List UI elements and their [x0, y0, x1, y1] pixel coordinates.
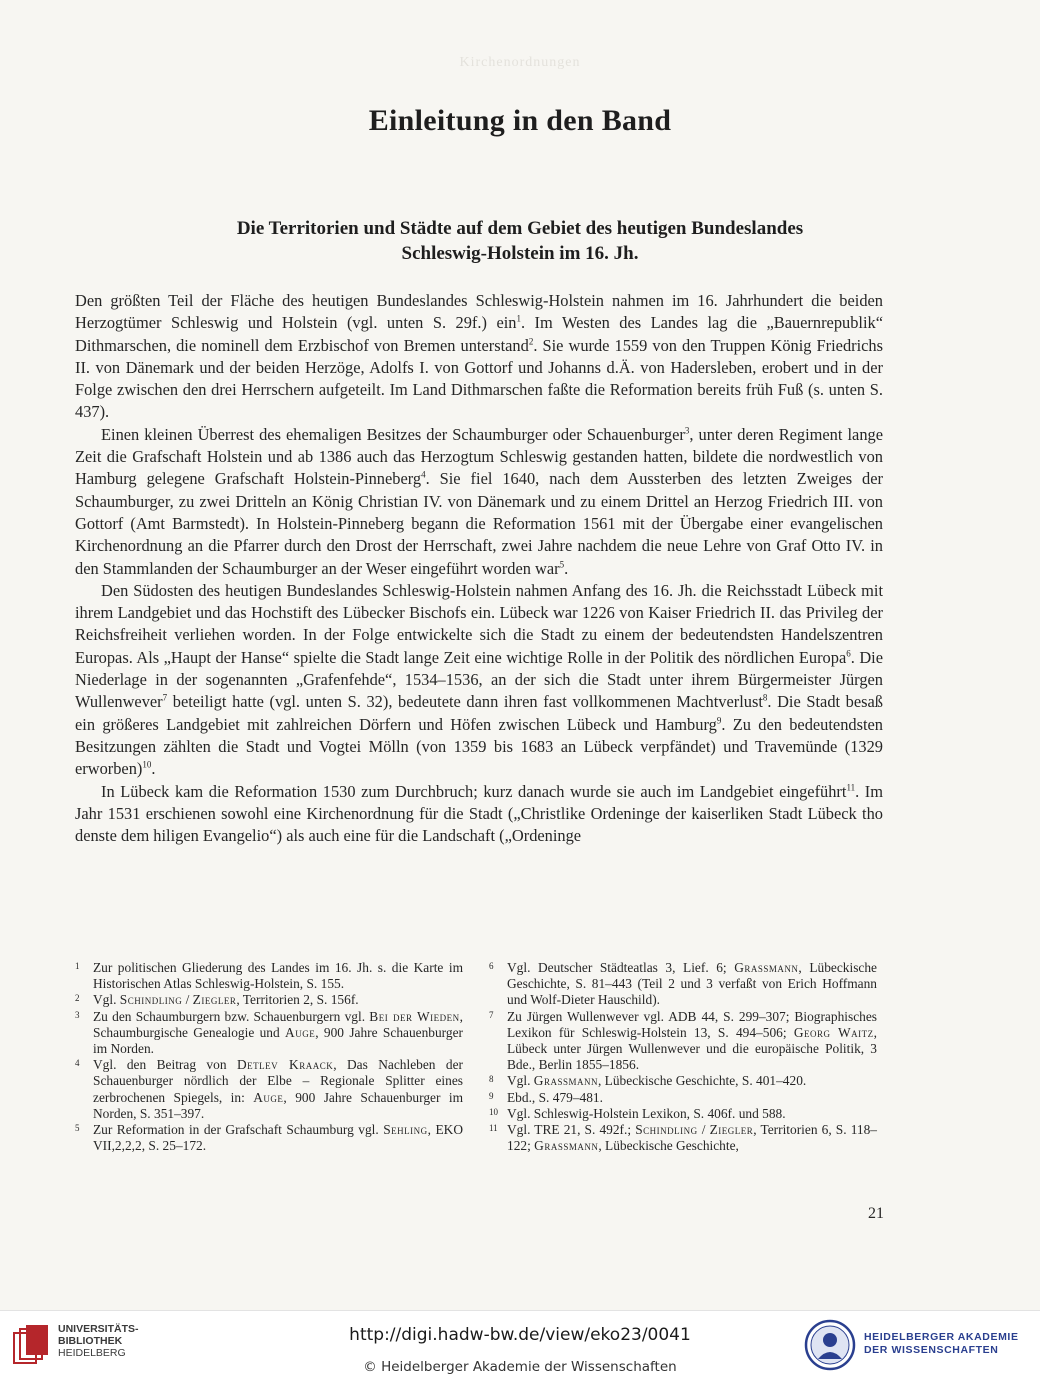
page-title: Einleitung in den Band: [368, 104, 672, 137]
author-name: Auge: [253, 1089, 284, 1105]
academy-line: HEIDELBERGER AKADEMIE: [864, 1331, 1019, 1343]
footnote-number: 10: [489, 1106, 498, 1117]
paragraph: Den Südosten des heutigen Bundeslandes Schleswig-Holstein nahmen Anfang des 16. Jh. die Reichsstadt Lübeck mit ihrem Landgebiet und das Hochstift des Lübecker Bischofs ein. Lübeck war 1226 von Kaiser Friedrich II. das Privileg der Reichsfreiheit verliehen worden. In der Folge entwickelte sich die Stadt zu einem der bedeutendsten Handelszentren Europas. Als „Haupt der Hanse“ spielte die Stadt lange Zeit eine wichtige Rolle in der Politik des nördlichen Europa$^6$. Die Niederlage in der sogenannten „Grafenfehde“, 1534–1536, an der sich die Stadt unter ihrem Bürgermeister Jürgen Wullenwever$^7$ beteiligt hatte (vgl. unten S. 32), bedeutete dann ihren fast vollkommenen Machtverlust$^8$. Die Stadt besaß ein größeres Landgebiet mit zahlreichen Dörfern und Höfen zwischen Lübeck und Hamburg$^9$. Zu den bedeutendsten Besitzungen zählten die Stadt und Vogtei Mölln (von 1359 bis 1683 an Lübeck verpfändet) und Travemünde (1329 erworben)$^{10}$.: [75, 580, 883, 779]
author-name: Bei der Wieden: [369, 1008, 460, 1024]
footnote-number: 4: [75, 1058, 80, 1069]
subtitle-line: Die Territorien und Städte auf dem Gebiet des heutigen Bundeslandes: [236, 218, 804, 239]
body-text: [75, 290, 883, 847]
footnote: 4 Vgl. den Beitrag von Detlev Kraack, Das Nachleben der Schauenburger nördlich der Elbe – Regionale Splitter eines zerbrochenen Spiegels, in: Auge, 900 Jahre Schauenburger im Norden, S. 351–397.: [75, 1057, 463, 1121]
author-name: Schindling: [119, 992, 183, 1008]
author-name: Georg Waitz: [793, 1024, 874, 1040]
footnote-ref: 5: [559, 559, 565, 570]
author-name: Grassmann: [533, 1073, 598, 1089]
academy-line: DER WISSENSCHAFTEN: [864, 1344, 999, 1356]
author-name: Grassmann: [734, 960, 799, 975]
footnote-ref: 3: [684, 425, 690, 436]
ub-line: BIBLIOTHEK: [58, 1335, 123, 1347]
author-name: Grassmann: [534, 1138, 599, 1154]
footnote: 6 Vgl. Deutscher Städteatlas 3, Lief. 6; Grassmann, Lübeckische Geschichte, S. 81–443 (Teil 2 und 3 verfaßt von Erich Hoffmann und Wolf-Dieter Hauschild).: [489, 960, 877, 1008]
author-name: Detlev Kraack: [236, 1057, 334, 1073]
viewer-footer: [0, 1310, 1040, 1385]
footnote-number: 9: [489, 1090, 494, 1101]
footnote-number: 7: [489, 1009, 494, 1020]
footnote-ref: 1: [516, 313, 521, 324]
author-name: Ziegler: [192, 992, 237, 1008]
footnote: 9 Ebd., S. 479–481.: [489, 1089, 603, 1105]
author-name: Auge: [285, 1024, 316, 1040]
permalink-url[interactable]: http://digi.hadw-bw.de/view/eko23/0041: [349, 1325, 691, 1345]
footnote-ref: 9: [716, 715, 722, 726]
footnote-ref: 4: [421, 469, 426, 480]
page-number: 21: [868, 1205, 884, 1222]
footnote-number: 6: [489, 961, 494, 971]
footnote: 11 Vgl. TRE 21, S. 492f.; Schindling / Ziegler, Territorien 6, S. 118–122; Grassmann, Lübeckische Geschichte,: [489, 1122, 877, 1154]
author-name: Sehling: [383, 1122, 428, 1138]
footnote: 10 Vgl. Schleswig-Holstein Lexikon, S. 406f. und 588.: [489, 1105, 786, 1121]
ub-line: UNIVERSITÄTS-: [58, 1323, 139, 1335]
footnote-number: 3: [75, 1009, 80, 1020]
footnote: 2 Vgl. Schindling / Ziegler, Territorien 2, S. 156f.: [75, 992, 359, 1008]
author-name: Ziegler: [709, 1122, 754, 1138]
footnote-ref: 7: [162, 692, 168, 703]
running-head-ghost: Kirchenordnungen: [459, 55, 581, 70]
footnote: 3 Zu den Schaumburgern bzw. Schauenburgern vgl. Bei der Wieden, Schaumburgische Genealogie und Auge, 900 Jahre Schauenburger im Norden.: [75, 1008, 463, 1057]
copyright-notice: © Heidelberger Akademie der Wissenschaften: [363, 1359, 677, 1375]
footnote-number: 2: [75, 993, 80, 1004]
footnotes-right-column: [489, 960, 877, 1154]
footnote-ref: 6: [846, 648, 851, 659]
paragraph: Einen kleinen Überrest des ehemaligen Besitzes der Schaumburger oder Schauenburger$^3$, unter deren Regiment lange Zeit die Grafschaft Holstein und ab 1386 auch das Herzogtum Schleswig gestanden hatten, bildete die nordwestlich von Hamburg gelegene Grafschaft Holstein-Pinneberg$^4$. Sie fiel 1640, nach dem Aussterben des letzten Zweiges der Schaumburger, zu zwei Dritteln an König Christian IV. von Dänemark und zu einem Drittel an Herzog Friedrich III. von Gottorf (Amt Barmstedt). In Holstein-Pinneberg begann die Reformation 1561 mit der Übergabe einer evangelischen Kirchenordnung an die Pfarrer durch den Drost der Herrschaft, zwei Jahre nachdem die neue Lehre von Graf Otto IV. in den Stammlanden der Schaumburger an der Weser eingeführt worden war$^5$.: [75, 424, 883, 578]
footnote-ref: 10: [142, 759, 152, 770]
footnote-ref: 11: [846, 782, 856, 793]
paragraph: Den größten Teil der Fläche des heutigen Bundeslandes Schleswig-Holstein nahmen im 16. Jahrhundert die beiden Herzogtümer Schleswig und Holstein (vgl. unten S. 29f.) ein$^1$. Im Westen des Landes lag die „Bauernrepublik“ Dithmarschen, die nominell dem Erzbischof von Bremen unterstand$^2$. Sie wurde 1559 von den Truppen König Friedrichs II. von Dänemark und der beiden Herzöge, Adolfs I. von Gottorf und Johanns d.Ä. von Hadersleben, erobert und in der Folge zwischen den drei Herrschern aufgeteilt. Im Land Dithmarschen faßte die Reformation bereits früh Fuß (s. unten S. 437).: [75, 291, 884, 422]
ub-line: HEIDELBERG: [58, 1347, 126, 1359]
footnote-number: 5: [75, 1123, 80, 1134]
academy-seal-icon: [804, 1319, 856, 1371]
academy-name: [864, 1331, 1019, 1357]
footnotes-left-column: [75, 960, 463, 1154]
section-subtitle: [100, 216, 940, 266]
footnote-ref: 8: [762, 692, 768, 703]
paragraph: In Lübeck kam die Reformation 1530 zum Durchbruch; kurz danach wurde sie auch im Landgebiet eingeführt$^{11}$. Im Jahr 1531 erschienen sowohl eine Kirchenordnung für die Stadt („Christlike Ordeninge der kaiserliken Stadt Lübeck tho denste dem hiligen Evangelio“) als auch eine für die Landschaft („Ordeninge: [75, 781, 883, 846]
footnote: 8 Vgl. Grassmann, Lübeckische Geschichte, S. 401–420.: [489, 1073, 807, 1089]
footnote: 5 Zur Reformation in der Grafschaft Schaumburg vgl. Sehling, EKO VII,2,2,2, S. 25–172.: [75, 1122, 463, 1154]
author-name: Schindling: [635, 1122, 698, 1138]
footnote-number: 8: [489, 1074, 494, 1085]
subtitle-line: Schleswig-Holstein im 16. Jh.: [401, 243, 639, 264]
footnote-number: 1: [75, 961, 80, 971]
footnote: 1 Zur politischen Gliederung des Landes im 16. Jh. s. die Karte im Historischen Atlas Schleswig-Holstein, S. 155.: [75, 960, 463, 992]
footnote-number: 11: [489, 1123, 498, 1134]
footnote: 7 Zu Jürgen Wullenwever vgl. ADB 44, S. 299–307; Biographisches Lexikon für Schleswig-Holstein 13, S. 494–506; Georg Waitz, Lübeck unter Jürgen Wullenwever und die europäische Politik, 3 Bde., Berlin 1855–1856.: [489, 1008, 878, 1073]
footnote-ref: 2: [528, 336, 534, 347]
